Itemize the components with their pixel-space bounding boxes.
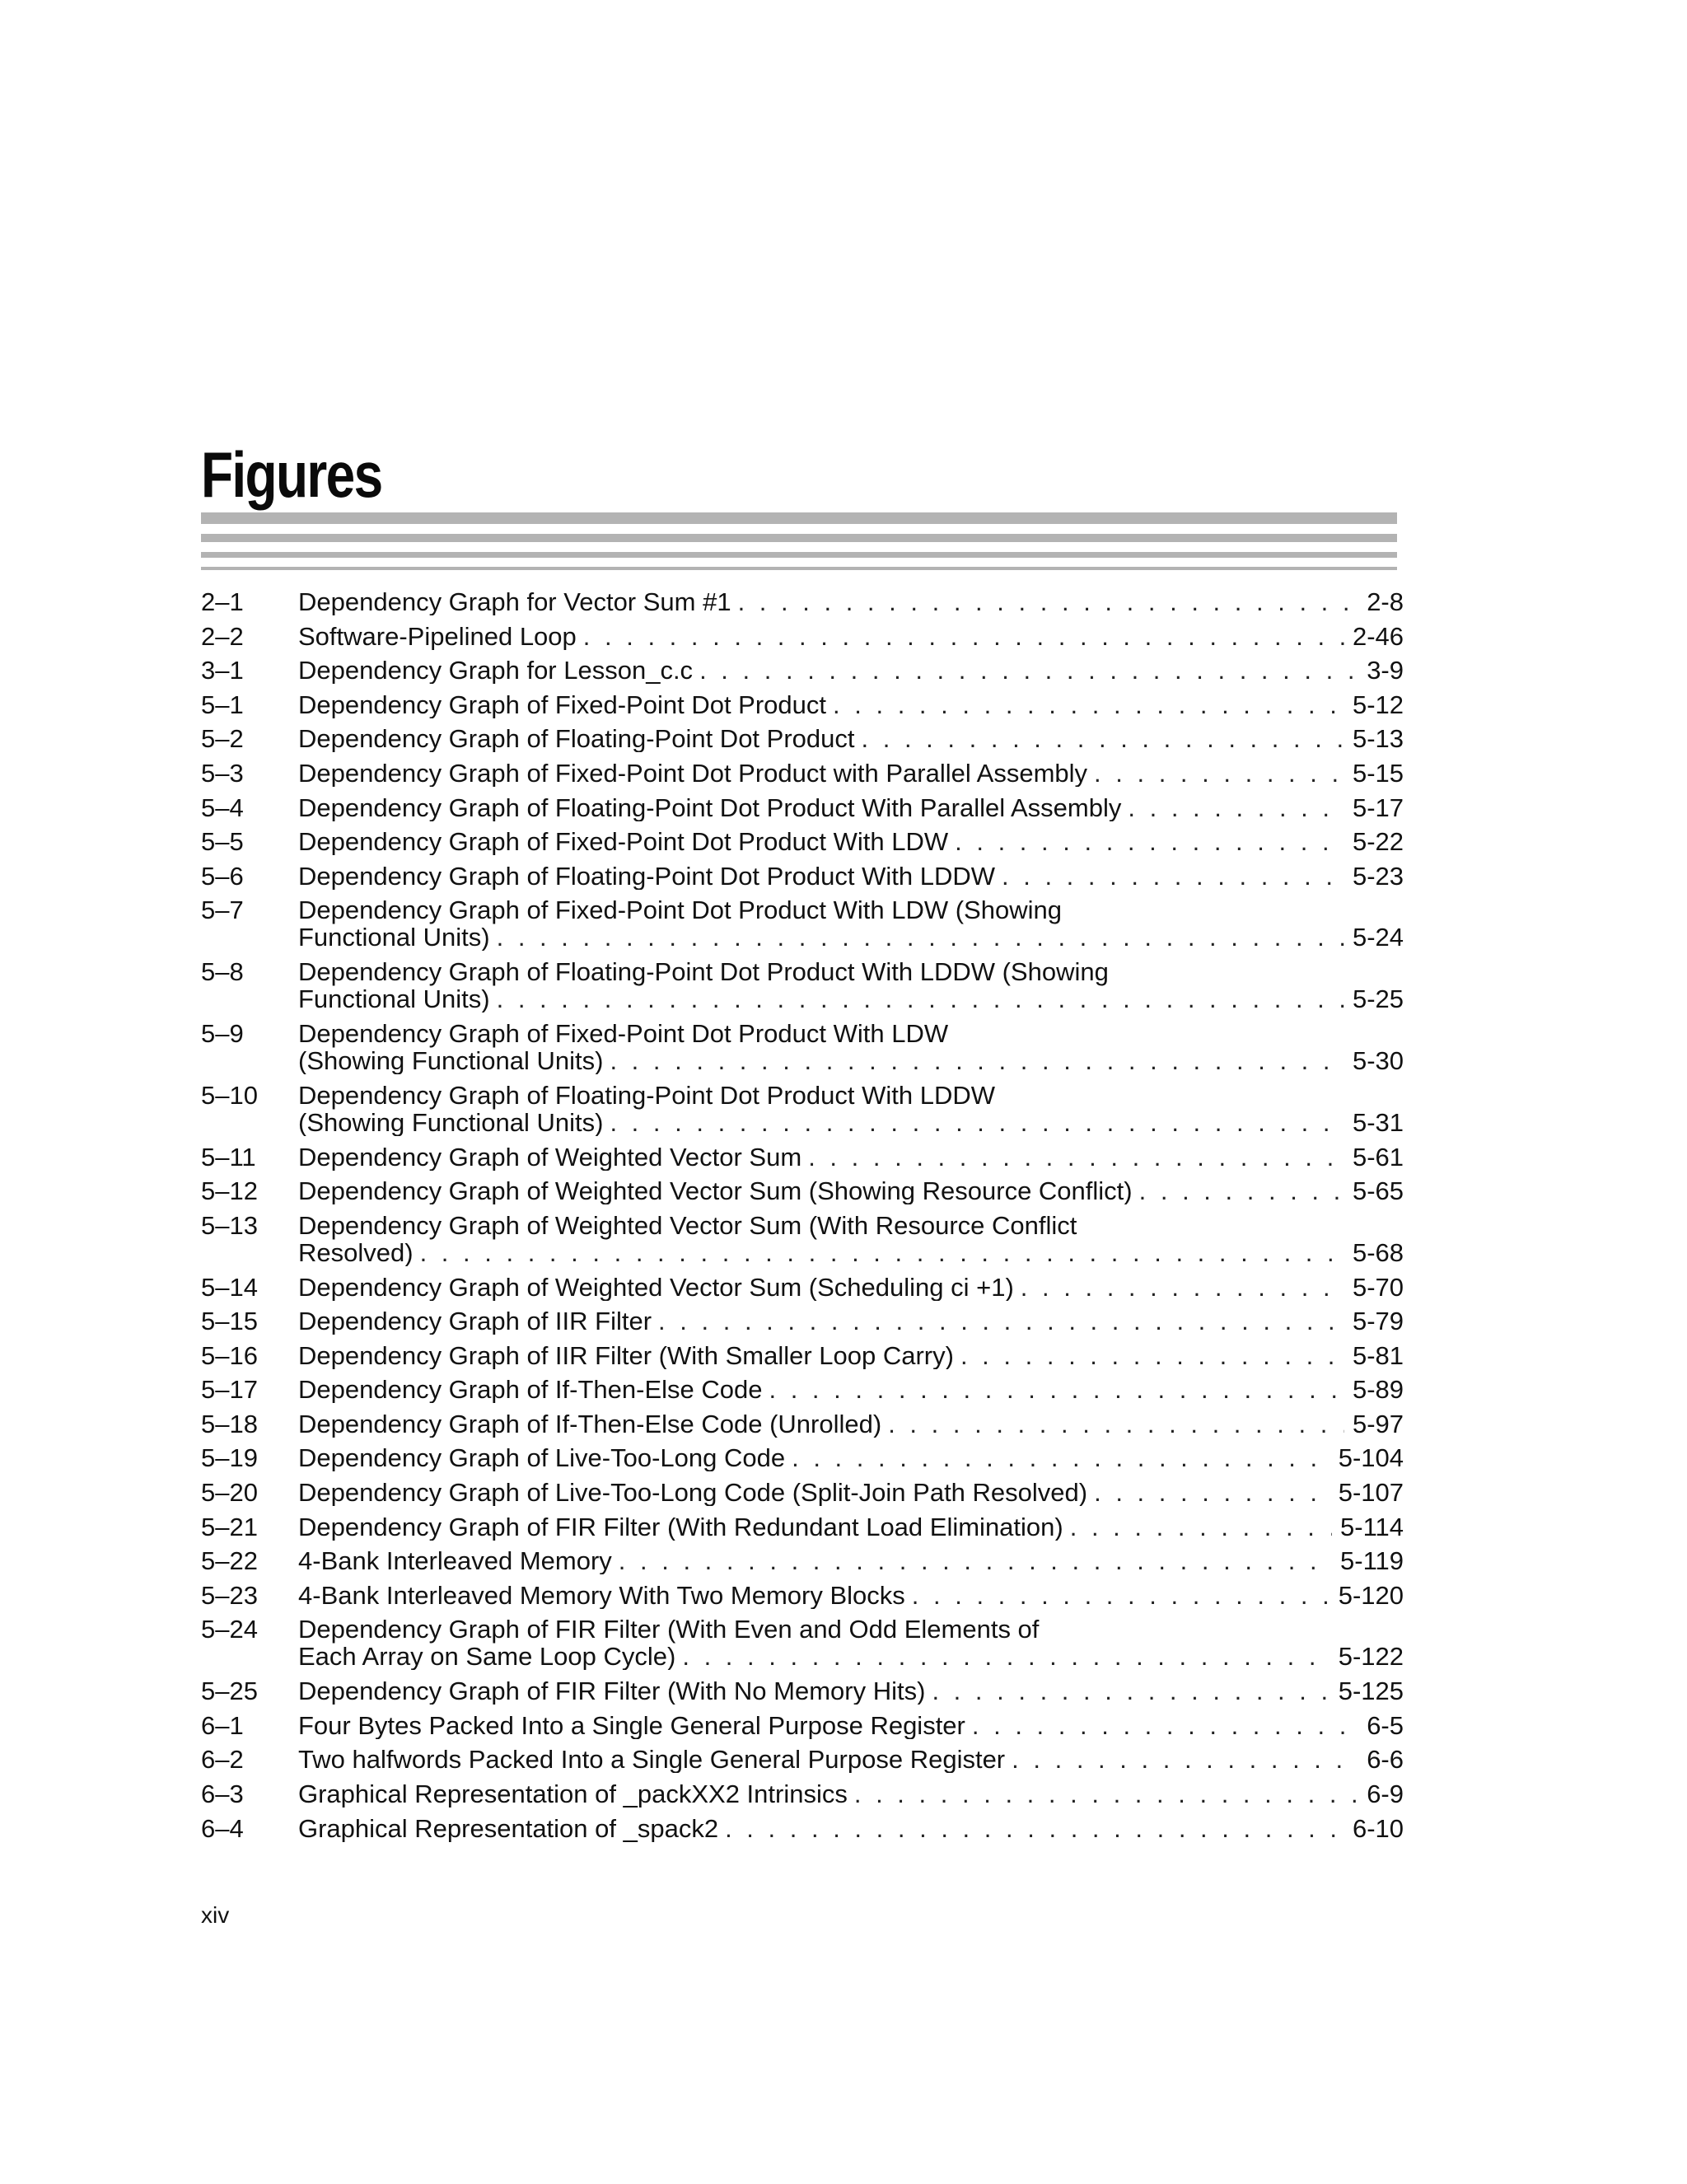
figure-number: 6–1	[201, 1710, 244, 1740]
figure-title: Dependency Graph of Live-Too-Long Code	[298, 1444, 786, 1472]
figure-entry[interactable]	[201, 1177, 1404, 1212]
figure-title-line	[298, 760, 1404, 787]
figure-page-ref: 5-107	[1338, 1479, 1404, 1507]
figure-body	[298, 1342, 1404, 1369]
dot-leader	[420, 1239, 1344, 1266]
figure-body	[298, 1307, 1404, 1335]
figure-title: Dependency Graph of Floating-Point Dot Product With LDDW	[298, 862, 995, 890]
figure-title: Software-Pipelined Loop	[298, 622, 577, 650]
figure-page-ref: 5-122	[1338, 1643, 1404, 1671]
figure-body	[298, 1444, 1404, 1471]
figure-title-line	[298, 1547, 1404, 1574]
dot-leader	[1139, 1177, 1344, 1204]
dot-leader	[854, 1780, 1358, 1808]
figure-body	[298, 588, 1404, 615]
figure-body	[298, 1616, 1404, 1670]
dot-leader	[932, 1677, 1330, 1705]
figure-number: 6–4	[201, 1813, 244, 1843]
figure-page-ref: 5-65	[1352, 1177, 1404, 1205]
dot-leader	[1002, 863, 1344, 890]
dot-leader	[682, 1643, 1330, 1670]
figure-page-ref: 5-23	[1352, 862, 1404, 890]
figure-page-ref: 3-9	[1367, 657, 1404, 685]
figure-title: Dependency Graph of Floating-Point Dot Product	[298, 725, 855, 753]
figure-body	[298, 1082, 1404, 1136]
figure-title-line	[298, 1177, 1404, 1204]
figure-title-line	[298, 828, 1404, 855]
figure-entry[interactable]	[201, 691, 1404, 726]
figure-number: 2–2	[201, 621, 244, 651]
figure-page-ref: 5-114	[1340, 1513, 1404, 1541]
figure-entry[interactable]	[201, 1479, 1404, 1513]
figure-entry[interactable]	[201, 1444, 1404, 1479]
figure-title: Dependency Graph of IIR Filter	[298, 1307, 652, 1335]
figure-page-ref: 5-30	[1352, 1046, 1404, 1074]
figure-page-ref: 2-8	[1367, 588, 1404, 615]
figure-number: 5–17	[201, 1375, 258, 1405]
figure-number: 5–21	[201, 1512, 258, 1541]
figure-page-ref: 5-17	[1352, 793, 1404, 821]
figure-entry[interactable]	[201, 1746, 1404, 1780]
figure-page-ref: 5-61	[1352, 1143, 1404, 1171]
figure-title-line	[298, 1780, 1404, 1808]
figure-title: Dependency Graph of FIR Filter (With Redundant Load Elimination)	[298, 1513, 1063, 1541]
figure-entry[interactable]	[201, 1410, 1404, 1445]
figure-entry[interactable]	[201, 1616, 1404, 1677]
figure-page-ref: 6-6	[1367, 1746, 1404, 1774]
figure-title-line	[298, 1109, 1404, 1136]
dot-leader	[862, 725, 1344, 752]
rule-line	[201, 534, 1397, 542]
figure-title-line	[298, 1479, 1404, 1506]
dot-leader	[699, 657, 1358, 684]
figure-title-line	[298, 725, 1404, 752]
figure-page-ref: 5-89	[1352, 1376, 1404, 1404]
figure-number: 5–23	[201, 1580, 258, 1610]
figure-title-line	[298, 657, 1404, 684]
figure-page-ref: 5-25	[1352, 985, 1404, 1013]
figure-title: Dependency Graph for Vector Sum #1	[298, 588, 731, 615]
dot-leader	[497, 985, 1344, 1012]
figure-number: 5–22	[201, 1546, 258, 1576]
figure-entry[interactable]	[201, 1143, 1404, 1178]
figure-title: Functional Units)	[298, 924, 490, 952]
figure-list	[201, 588, 1404, 1849]
figure-number: 5–4	[201, 793, 244, 822]
rule-line	[201, 552, 1397, 558]
figure-entry[interactable]	[201, 1212, 1404, 1274]
figure-title: Dependency Graph of Fixed-Point Dot Product With LDW	[298, 828, 949, 856]
figure-body	[298, 657, 1404, 684]
figure-page-ref: 2-46	[1352, 622, 1404, 650]
figure-number: 5–18	[201, 1409, 258, 1438]
figure-title: Four Bytes Packed Into a Single General Purpose Register	[298, 1711, 965, 1739]
figure-title-line	[298, 1582, 1404, 1609]
figure-body	[298, 1746, 1404, 1773]
figure-page-ref: 5-70	[1352, 1273, 1404, 1301]
rule-line	[201, 567, 1397, 570]
figure-page-ref: 5-81	[1352, 1341, 1404, 1369]
figure-title: Dependency Graph of FIR Filter (With No Memory Hits)	[298, 1677, 926, 1705]
figure-body	[298, 1274, 1404, 1301]
figure-entry[interactable]	[201, 623, 1404, 657]
figure-body	[298, 1780, 1404, 1808]
figure-entry[interactable]	[201, 958, 1404, 1020]
figure-page-ref: 6-5	[1367, 1711, 1404, 1739]
dot-leader	[769, 1376, 1344, 1403]
figure-body	[298, 1479, 1404, 1506]
figure-title: Resolved)	[298, 1238, 414, 1266]
dot-leader	[619, 1547, 1332, 1574]
figure-entry[interactable]	[201, 863, 1404, 897]
figure-title-line	[298, 1444, 1404, 1471]
figure-title-line	[298, 1677, 1404, 1705]
figure-page-ref: 5-13	[1352, 725, 1404, 753]
figure-page-ref: 5-12	[1352, 690, 1404, 718]
figure-title: Dependency Graph of Weighted Vector Sum	[298, 1143, 802, 1171]
figure-body	[298, 1712, 1404, 1739]
figure-page-ref: 5-97	[1352, 1410, 1404, 1438]
figure-title: Dependency Graph of Fixed-Point Dot Product with Parallel Assembly	[298, 759, 1088, 787]
figure-title-line	[298, 1410, 1404, 1438]
page-number: xiv	[201, 1902, 230, 1928]
figure-title: Dependency Graph of Weighted Vector Sum (Scheduling ci +1)	[298, 1273, 1014, 1301]
dot-leader	[1094, 1479, 1330, 1506]
figure-number: 5–12	[201, 1176, 258, 1206]
figure-title-line	[298, 1274, 1404, 1301]
figure-body	[298, 863, 1404, 890]
figure-number: 5–11	[201, 1142, 256, 1172]
figure-title-line1: Dependency Graph of Fixed-Point Dot Product With LDW (Showing	[298, 896, 1062, 925]
figure-title: Dependency Graph of If-Then-Else Code (Unrolled)	[298, 1410, 882, 1438]
figure-title: Dependency Graph of Fixed-Point Dot Product	[298, 690, 827, 718]
figure-number: 5–1	[201, 690, 244, 719]
dot-leader	[972, 1712, 1358, 1739]
figure-entry[interactable]	[201, 1376, 1404, 1410]
figure-number: 5–16	[201, 1340, 258, 1370]
figure-title: Dependency Graph of Floating-Point Dot Product With Parallel Assembly	[298, 793, 1122, 821]
figure-body	[298, 623, 1404, 650]
figure-title-line1: Dependency Graph of Floating-Point Dot Product With LDDW (Showing	[298, 957, 1109, 987]
figure-title: Functional Units)	[298, 985, 490, 1013]
figure-title-line	[298, 1643, 1404, 1670]
figure-entry[interactable]	[201, 760, 1404, 794]
figure-number: 6–2	[201, 1745, 244, 1775]
figure-page-ref: 5-22	[1352, 828, 1404, 856]
figure-number: 5–6	[201, 861, 244, 891]
dot-leader	[808, 1143, 1344, 1171]
figure-title-line	[298, 623, 1404, 650]
figure-body	[298, 725, 1404, 752]
figure-title-line1: Dependency Graph of Fixed-Point Dot Product With LDW	[298, 1018, 949, 1048]
figure-title: 4-Bank Interleaved Memory	[298, 1547, 612, 1575]
figure-entry[interactable]	[201, 1020, 1404, 1082]
figure-body	[298, 1513, 1404, 1541]
figure-entry[interactable]	[201, 1342, 1404, 1377]
figure-entry[interactable]	[201, 828, 1404, 863]
dot-leader	[1070, 1513, 1332, 1541]
figure-number: 5–20	[201, 1478, 258, 1508]
dot-leader	[497, 924, 1344, 951]
figure-number: 5–3	[201, 758, 244, 788]
figure-title: Dependency Graph of Live-Too-Long Code (Split-Join Path Resolved)	[298, 1479, 1088, 1507]
figure-title: Two halfwords Packed Into a Single General Purpose Register	[298, 1746, 1006, 1774]
figure-title: Graphical Representation of _spack2	[298, 1814, 719, 1842]
dot-leader	[738, 588, 1359, 615]
figure-title-line	[298, 924, 1404, 951]
figure-page-ref: 5-79	[1352, 1307, 1404, 1335]
figure-body	[298, 794, 1404, 821]
figure-title-line	[298, 1047, 1404, 1074]
figure-page-ref: 5-24	[1352, 924, 1404, 952]
figure-title-line	[298, 1239, 1404, 1266]
figure-body	[298, 1547, 1404, 1574]
figure-title-line	[298, 1307, 1404, 1335]
dot-leader	[583, 623, 1344, 650]
figure-entry[interactable]	[201, 1307, 1404, 1342]
figure-title-line	[298, 794, 1404, 821]
figure-title: (Showing Functional Units)	[298, 1108, 604, 1136]
figure-page-ref: 5-119	[1340, 1547, 1404, 1575]
figure-title-line	[298, 1376, 1404, 1403]
figure-body	[298, 760, 1404, 787]
figure-title-line	[298, 1143, 1404, 1171]
figure-title-line	[298, 691, 1404, 718]
figure-body	[298, 691, 1404, 718]
figure-entry[interactable]	[201, 588, 1404, 623]
dot-leader	[960, 1342, 1344, 1369]
figure-number: 5–8	[201, 957, 244, 987]
figure-entry[interactable]	[201, 1780, 1404, 1815]
figure-title: Dependency Graph of Weighted Vector Sum (Showing Resource Conflict)	[298, 1177, 1133, 1205]
figure-number: 5–24	[201, 1615, 258, 1644]
figure-entry[interactable]	[201, 1815, 1404, 1850]
figure-title-line	[298, 1746, 1404, 1773]
dot-leader	[610, 1047, 1344, 1074]
dot-leader	[912, 1582, 1330, 1609]
figure-page-ref: 5-104	[1338, 1444, 1404, 1472]
dot-leader	[1128, 794, 1344, 821]
figure-entry[interactable]	[201, 794, 1404, 829]
figure-title-line	[298, 588, 1404, 615]
figure-title-line	[298, 863, 1404, 890]
figure-body	[298, 1376, 1404, 1403]
figure-title-line	[298, 1342, 1404, 1369]
figure-entry[interactable]	[201, 1547, 1404, 1582]
figure-entry[interactable]	[201, 1274, 1404, 1308]
dot-leader	[792, 1444, 1330, 1471]
page-title: Figures	[201, 438, 382, 511]
dot-leader	[955, 828, 1344, 855]
figure-body	[298, 958, 1404, 1012]
figure-title-line	[298, 1815, 1404, 1842]
figure-number: 5–2	[201, 724, 244, 754]
figure-body	[298, 1212, 1404, 1266]
dot-leader	[1021, 1274, 1344, 1301]
figure-body	[298, 1177, 1404, 1204]
figure-title: Dependency Graph for Lesson_c.c	[298, 657, 694, 685]
figure-entry[interactable]	[201, 1582, 1404, 1616]
figure-page-ref: 6-10	[1352, 1814, 1404, 1842]
figure-number: 5–5	[201, 827, 244, 857]
figure-body	[298, 1815, 1404, 1842]
figure-title-line1: Dependency Graph of Weighted Vector Sum (With Resource Conflict	[298, 1210, 1077, 1240]
figure-body	[298, 1677, 1404, 1705]
rule-line	[201, 512, 1397, 524]
dot-leader	[610, 1109, 1344, 1136]
figure-number: 5–10	[201, 1080, 258, 1110]
figure-number: 5–13	[201, 1210, 258, 1240]
dot-leader	[833, 691, 1344, 718]
figure-page-ref: 6-9	[1367, 1780, 1404, 1808]
figure-body	[298, 1582, 1404, 1609]
figure-number: 2–1	[201, 587, 244, 616]
figure-entry[interactable]	[201, 657, 1404, 691]
figure-number: 5–25	[201, 1677, 258, 1706]
figure-title: Each Array on Same Loop Cycle)	[298, 1643, 676, 1671]
dot-leader	[1012, 1746, 1358, 1773]
figure-page-ref: 5-120	[1338, 1581, 1404, 1609]
figure-number: 6–3	[201, 1779, 244, 1809]
figure-title-line	[298, 1513, 1404, 1541]
figure-body	[298, 896, 1404, 951]
figure-body	[298, 1410, 1404, 1438]
figure-title-line1: Dependency Graph of Floating-Point Dot Product With LDDW	[298, 1080, 995, 1110]
figure-number: 3–1	[201, 656, 244, 685]
figure-entry[interactable]	[201, 1082, 1404, 1143]
figure-number: 5–9	[201, 1018, 244, 1048]
figure-title-line	[298, 1712, 1404, 1739]
figure-entry[interactable]	[201, 725, 1404, 760]
figure-entry[interactable]	[201, 1513, 1404, 1548]
figure-body	[298, 1020, 1404, 1074]
figure-entry[interactable]	[201, 896, 1404, 958]
figure-body	[298, 1143, 1404, 1171]
dot-leader	[888, 1410, 1344, 1438]
figure-title-line1: Dependency Graph of FIR Filter (With Even and Odd Elements of	[298, 1615, 1040, 1644]
figure-number: 5–15	[201, 1307, 258, 1336]
figure-title: Graphical Representation of _packXX2 Intrinsics	[298, 1780, 848, 1808]
figure-page-ref: 5-125	[1338, 1677, 1404, 1705]
dot-leader	[1094, 760, 1344, 787]
figure-entry[interactable]	[201, 1677, 1404, 1712]
figure-page-ref: 5-31	[1352, 1108, 1404, 1136]
figure-title: Dependency Graph of If-Then-Else Code	[298, 1376, 763, 1404]
figure-title-line	[298, 985, 1404, 1012]
title-rules	[201, 512, 1397, 570]
figure-title: 4-Bank Interleaved Memory With Two Memory Blocks	[298, 1581, 905, 1609]
figure-page-ref: 5-15	[1352, 759, 1404, 787]
figure-number: 5–7	[201, 896, 244, 925]
dot-leader	[725, 1815, 1344, 1842]
figure-entry[interactable]	[201, 1712, 1404, 1747]
figure-title: Dependency Graph of IIR Filter (With Smaller Loop Carry)	[298, 1341, 954, 1369]
figure-page-ref: 5-68	[1352, 1238, 1404, 1266]
dot-leader	[658, 1307, 1344, 1335]
figure-title: (Showing Functional Units)	[298, 1046, 604, 1074]
figure-body	[298, 828, 1404, 855]
figure-number: 5–14	[201, 1272, 258, 1302]
figure-number: 5–19	[201, 1443, 258, 1473]
